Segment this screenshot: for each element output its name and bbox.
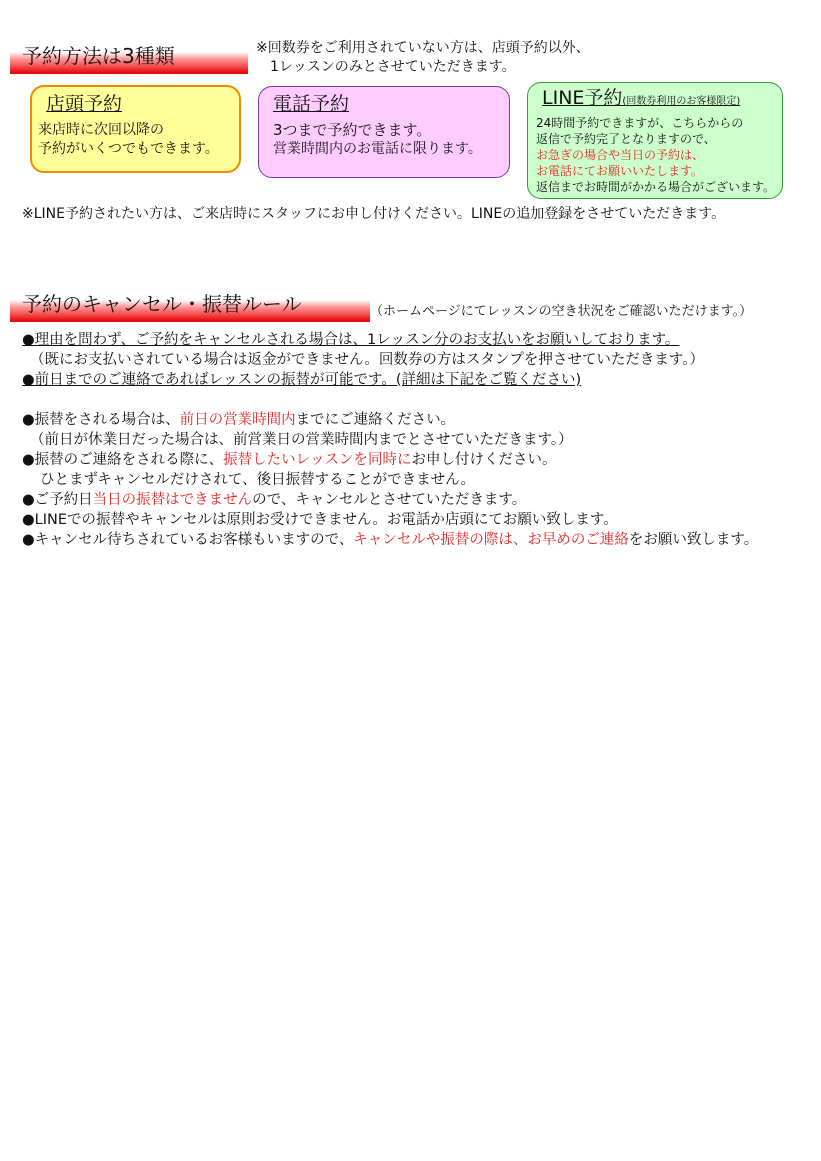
rule-cancel-payment: ●理由を問わず、ご予約をキャンセルされる場合は、1レッスン分のお支払いをお願いしております。 — [22, 332, 680, 348]
store-reservation-line2: 予約がいくつでもできます。 — [38, 141, 219, 157]
line-reservation-title — [536, 87, 774, 113]
rule-no-same-day-transfer — [22, 490, 526, 510]
phone-reservation-line1: 3つまで予約できます。 — [273, 121, 432, 139]
phone-reservation-title: 電話予約 — [273, 93, 350, 115]
phone-reservation-line2: 営業時間内のお電話に限ります。 — [273, 141, 482, 157]
rule-transfer-deadline-red: 前日の営業時間内 — [179, 412, 296, 428]
phone-reservation-box — [258, 86, 510, 178]
rule-transfer-same-time-a: ●振替のご連絡をされる際に、 — [22, 452, 224, 468]
section1-heading-text: 予約方法は3種類 — [22, 44, 175, 68]
store-reservation-line1: 来店時に次回以降の — [38, 122, 164, 138]
rule-no-same-day-a: ●ご予約日 — [22, 492, 93, 508]
rule-transfer-deadline-b: までにご連絡ください。 — [295, 412, 456, 428]
rule-no-same-day-b: ので、キャンセルとさせていただきます。 — [252, 492, 527, 508]
line-reservation-title-sub: (回数券利用のお客様限定) — [622, 96, 741, 107]
line-reservation-line4: お電話にてお願いいたします。 — [536, 164, 704, 178]
store-reservation-title: 店頭予約 — [46, 93, 123, 115]
rule-no-line-transfer: ●LINEでの振替やキャンセルは原則お受けできません。お電話か店頭にてお願い致します。 — [22, 512, 618, 528]
section2-aside: （ホームページにてレッスンの空き状況をご確認いただけます。） — [370, 304, 753, 319]
rule-transfer-deadline-a: ●振替をされる場合は、 — [22, 412, 180, 428]
rule-no-later-transfer: ひとまずキャンセルだけされて、後日振替することができません。 — [40, 472, 475, 488]
rule-transfer-deadline — [22, 410, 455, 430]
section1-note-line1: ※回数券をご利用されていない方は、店頭予約以外、 — [256, 40, 590, 56]
rule-transfer-same-time-b: お申し付けください。 — [411, 452, 557, 468]
section1-heading — [10, 40, 248, 74]
rule-early-contact-b: をお願い致します。 — [628, 532, 759, 548]
section1-note-line2: 1レッスンのみとさせていただきます。 — [270, 59, 516, 75]
rule-early-contact — [22, 530, 758, 550]
section2-heading — [10, 288, 370, 322]
rule-early-contact-a: ●キャンセル待ちされているお客様もいますので、 — [22, 532, 354, 548]
line-reservation-box — [527, 82, 783, 199]
line-reservation-line5: 返信までお時間がかかる場合がございます。 — [536, 180, 776, 194]
rule-transfer-possible: ●前日までのご連絡であればレッスンの振替が可能です。(詳細は下記をご覧ください) — [22, 372, 582, 388]
line-reservation-line2: 返信で予約完了となりますので、 — [536, 132, 716, 146]
rule-cancel-refund-note: （既にお支払いされている場合は返金ができません。回数券の方はスタンプを押させていただきます。） — [30, 352, 704, 368]
line-reservation-title-main: LINE予約 — [542, 87, 623, 109]
rule-transfer-same-time — [22, 450, 557, 470]
line-registration-note: ※LINE予約されたい方は、ご来店時にスタッフにお申し付けください。LINEの追加登録をさせていただきます。 — [22, 206, 726, 222]
rule-early-contact-red: キャンセルや振替の際は、お早めのご連絡 — [353, 532, 629, 548]
store-reservation-box — [30, 85, 241, 173]
section2-heading-text: 予約のキャンセル・振替ルール — [22, 292, 302, 316]
line-reservation-line3: お急ぎの場合や当日の予約は、 — [536, 148, 705, 162]
line-reservation-line1: 24時間予約できますが、こちらからの — [536, 116, 744, 130]
rule-holiday-note: （前日が休業日だった場合は、前営業日の営業時間内までとさせていただきます。） — [30, 432, 573, 448]
rule-no-same-day-red: 当日の振替はできません — [92, 492, 253, 508]
rule-transfer-same-time-red: 振替したいレッスンを同時に — [223, 452, 412, 468]
